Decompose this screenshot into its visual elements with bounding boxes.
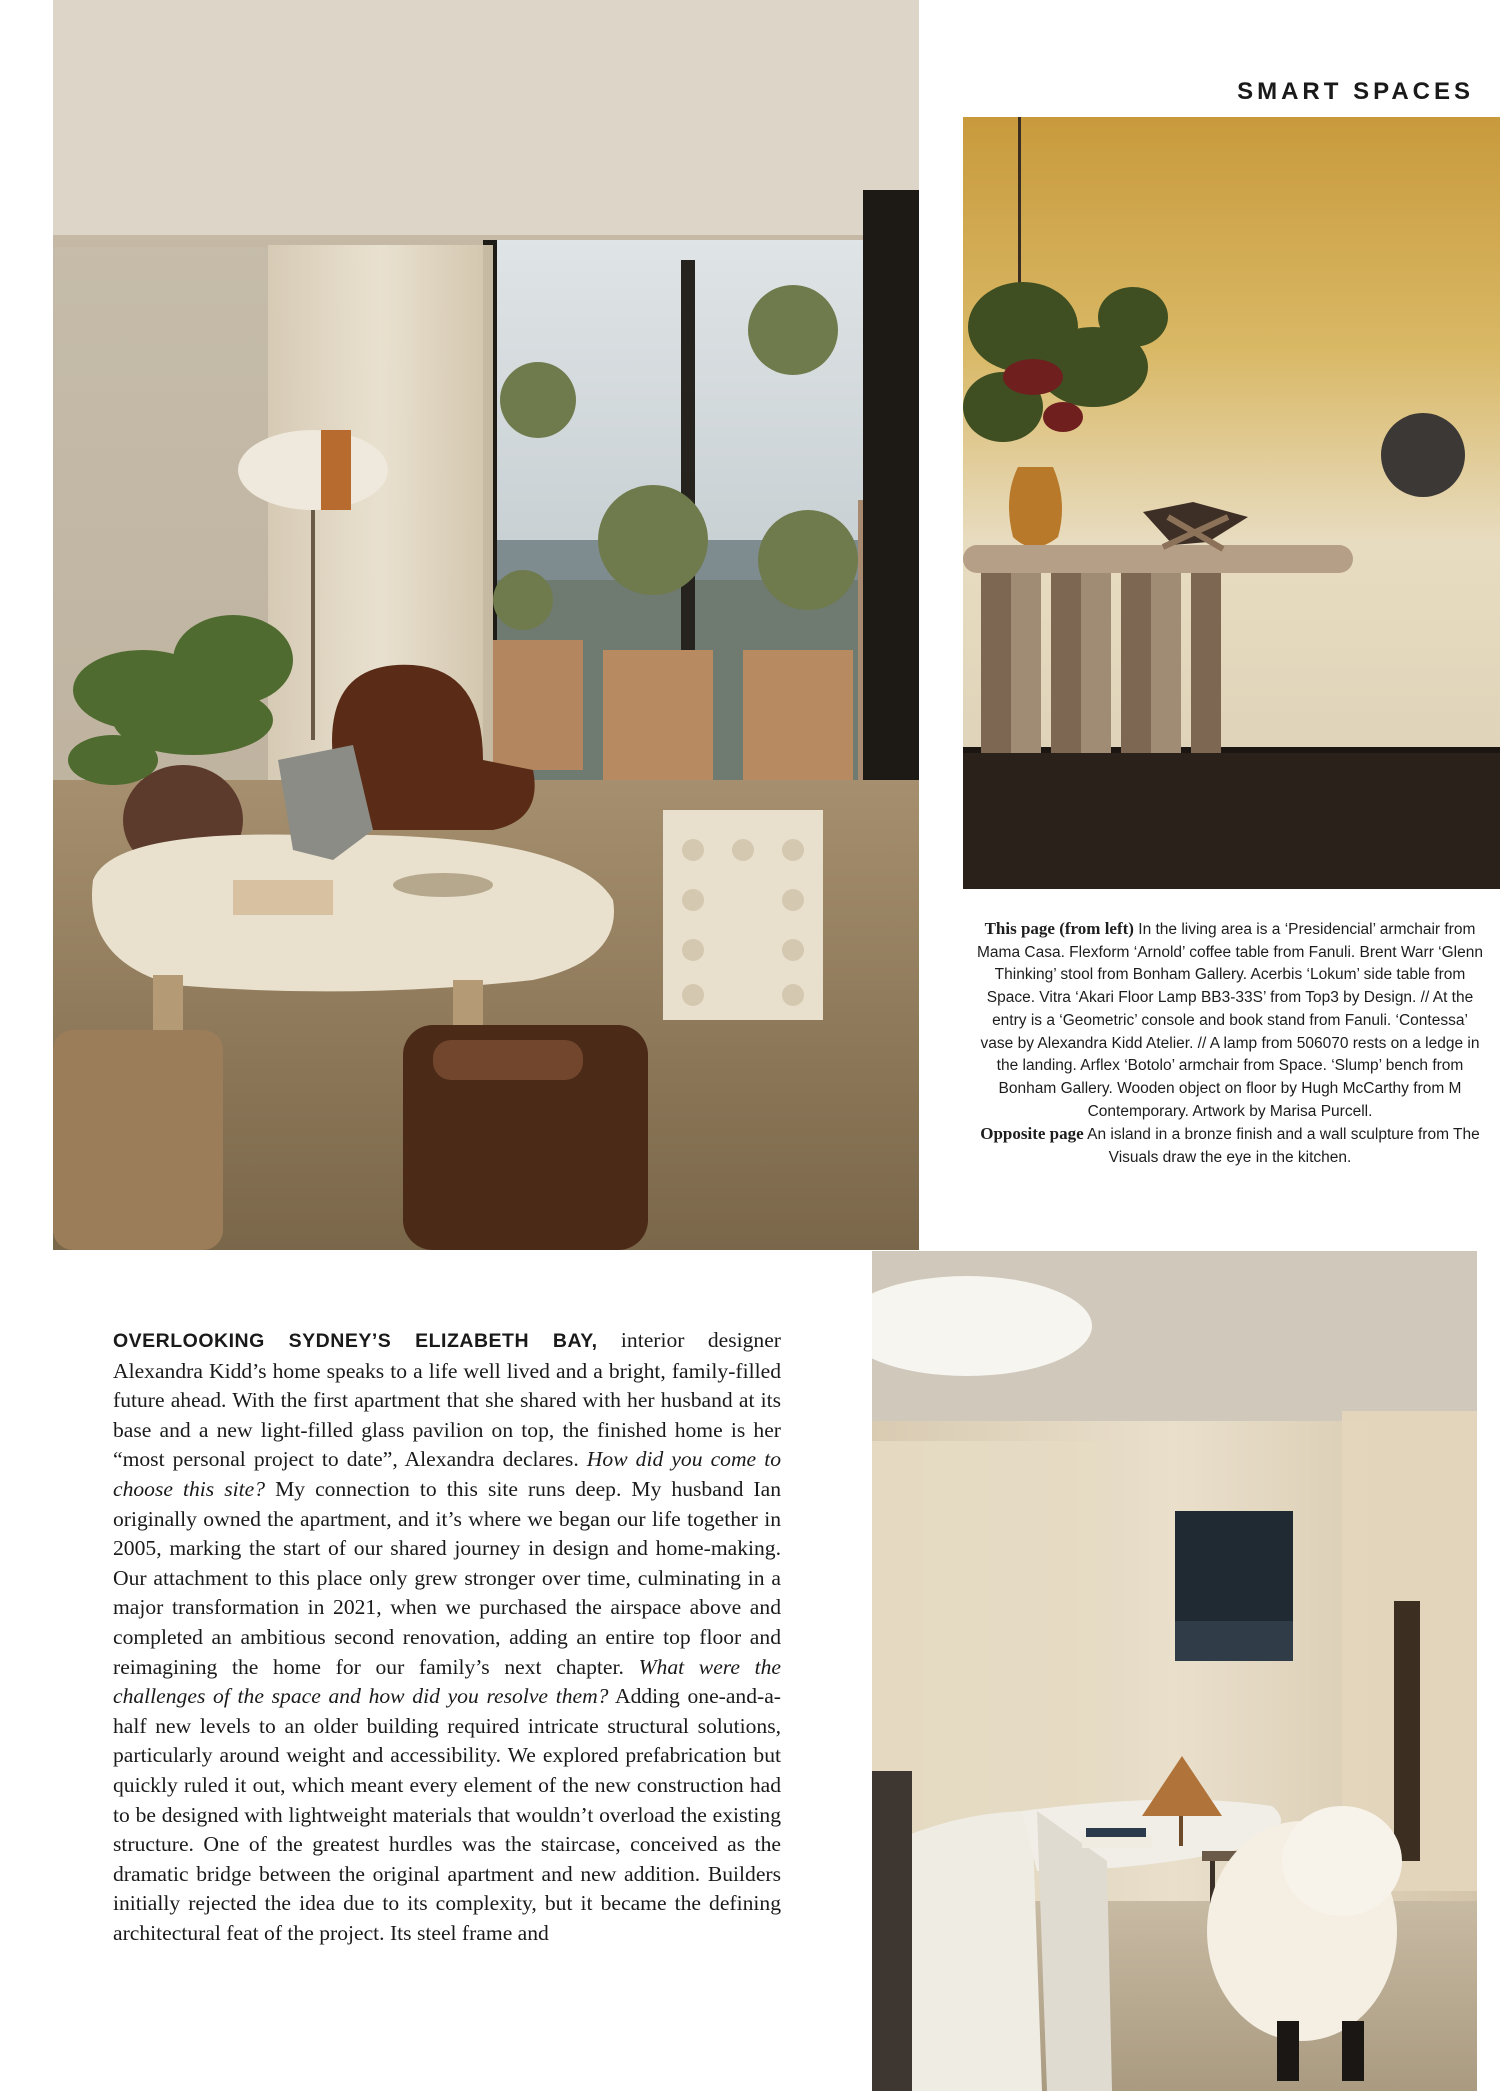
caption-text-opposite-page: An island in a bronze finish and a wall sculpture from The Visuals draw the eye in the kitchen. [1083, 1126, 1480, 1167]
section-label: SMART SPACES [1237, 78, 1474, 105]
living-room-image [53, 0, 919, 1250]
living-room-photo [53, 0, 919, 1250]
answer-1: My connection to this site runs deep. My husband Ian originally owned the apartment, and it’s where we began our life together in 2005, marking the start of our shared journey in design and home-making. Our attachment to this place only grew stronger over time, culminating in a major transformation in 2021, when we purchased the airspace above and completed an ambitious second renovation, adding an entire top floor and reimagining the home for our family’s next chapter. [113, 1476, 782, 1679]
caption-text-this-page: In the living area is a ‘Presidencial’ armchair from Mama Casa. Flexform ‘Arnold’ coffee table from Fanuli. Brent Warr ‘Glenn Thinking’ stool from Bonham Gallery. Acerbis ‘Lokum’ side table from Space. Vitra ‘Akari Floor Lamp BB3-33S’ from Top3 by Design. // At the entry is a ‘Geometric’ console and book stand from Fanuli. ‘Contessa’ vase by Alexandra Kidd Atelier. // A lamp from 506070 rests on a ledge in the landing. Arflex ‘Botolo’ armchair from Space. ‘Slump’ bench from Bonham Gallery. Wooden object on floor by Hugh McCarthy from M Contemporary. Artwork by Marisa Purcell. [977, 921, 1483, 1120]
photo-caption [975, 918, 1485, 1170]
question-1: How did you come to choose this site? [113, 1447, 781, 1501]
caption-lead-this-page: This page (from left) [984, 919, 1134, 938]
question-2: What were the challenges of the space and how did you resolve them? [113, 1654, 781, 1709]
article-intro: interior designer Alexandra Kidd’s home speaks to a life well lived and a bright, family-filled future ahead. With the first apartment that she shared with her husband at its base and a new light-filled glass pavilion on top, the finished home is her “most personal project to date”, Alexandra declares. [113, 1328, 781, 1472]
article-kicker: OVERLOOKING SYDNEY’S ELIZABETH BAY, [113, 1330, 598, 1352]
article-body [113, 1326, 781, 1948]
landing-photo [872, 1251, 1477, 2091]
caption-lead-opposite-page: Opposite page [980, 1124, 1084, 1144]
answer-2: Adding one-and-a-half new levels to an older building required intricate structural solutions, particularly around weight and accessibility. We explored prefabrication but quickly ruled it out, which meant every element of the new construction had to be designed with lightweight materials that wouldn’t overload the existing structure. One of the greatest hurdles was the staircase, conceived as the dramatic bridge between the original apartment and new addition. Builders initially rejected the idea due to its complexity, but it became the defining architectural feat of the project. Its steel frame and [113, 1684, 781, 1945]
entry-photo [963, 117, 1500, 889]
landing-image [872, 1251, 1477, 2091]
entry-image [963, 117, 1500, 889]
